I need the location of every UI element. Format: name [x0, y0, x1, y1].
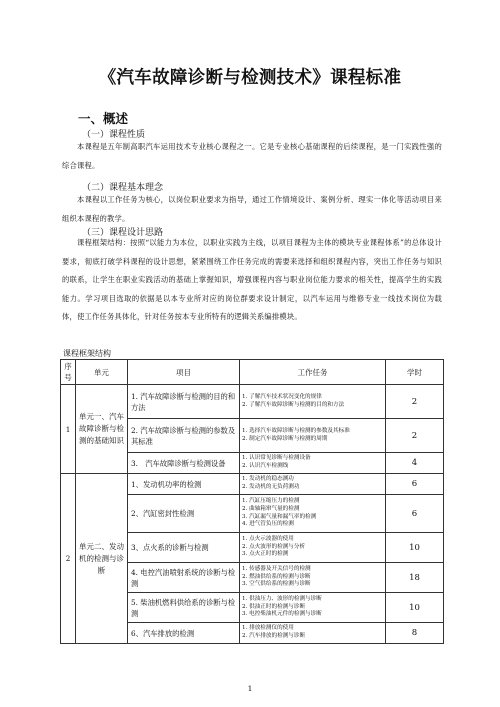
task-item: 1. 了解汽车技术状况变化的规律 — [242, 393, 322, 400]
subheading-course-design: （三）课程设计思路 — [82, 228, 164, 238]
table-header-row — [61, 360, 444, 385]
project-cell: 1. 汽车故障诊断与检测的目的和方法 — [128, 385, 240, 419]
task-item: 3. 汽缸漏气量和漏气率的检测 — [242, 513, 317, 520]
hours-cell: 4 — [386, 453, 444, 474]
task-item: 2. 认识汽车检测线 — [242, 463, 289, 469]
paragraph-course-design: 课程框架结构：按照“以能力为本位，以职业实践为主线，以项目课程为主体的模块专业课程体系”的总体设计要求，彻底打破学科课程的设计思想，紧紧围绕工作任务完成的需要来选择和组织课程内容，突出工作任务与知识的联系，让学生在职业实践活动的基础上掌握知识，增强课程内容与职业岗位能力要求的相关性，提高学生的实践能力。学习项目选取的依据是以本专业所对应的岗位群要求设计制定，以汽车运用与维修专业一线技术岗位为载体，使工作任务具体化，针对任务按本专业所特有的逻辑关系编排模块。 — [62, 238, 442, 322]
hours-cell: 10 — [386, 533, 444, 563]
table-caption: 课程框架结构 — [63, 349, 111, 358]
task-item: 2. 了解汽车故障诊断与检测的目的和方法 — [242, 401, 345, 408]
task-item: 1. 点火示波器的使用 — [242, 536, 294, 543]
unit-seq: 1 — [61, 385, 76, 474]
task-item: 2. 供油正时的检测与诊断 — [242, 603, 306, 610]
hours-cell: 6 — [386, 474, 444, 495]
task-item: 1. 选择汽车故障诊断与检测的参数及其标准 — [242, 427, 350, 434]
document-title: 《汽车故障诊断与检测技术》课程标准 — [98, 68, 402, 88]
tasks-cell — [240, 495, 386, 533]
hours-cell: 6 — [386, 495, 444, 533]
hours-cell: 2 — [386, 385, 444, 419]
task-item: 2. 发动机的无负荷测功 — [242, 484, 300, 490]
header-project: 项目 — [128, 360, 240, 385]
task-item: 3. 空气供给系的检测与诊断 — [242, 581, 311, 588]
tasks-cell — [240, 623, 386, 644]
course-framework-table — [60, 359, 444, 644]
hours-cell: 10 — [386, 593, 444, 623]
tasks-cell — [240, 563, 386, 593]
section-heading-overview: 一、概述 — [78, 111, 129, 126]
task-item: 2. 点火波形的检测与分析 — [242, 543, 306, 550]
task-item: 1. 供油压力、波形的检测与诊断 — [242, 596, 322, 603]
header-seq: 序号 — [61, 360, 76, 385]
task-item: 2. 制定汽车故障诊断与检测的周期 — [242, 435, 328, 442]
header-hours: 学时 — [386, 360, 444, 385]
tasks-cell — [240, 453, 386, 474]
hours-cell: 2 — [386, 419, 444, 453]
task-item: 2. 曲轴箱窜气量的检测 — [242, 505, 300, 512]
task-item: 1. 认识常见诊断与检测设备 — [242, 455, 311, 462]
project-cell: 6、汽车排放的检测 — [128, 623, 240, 644]
project-cell: 3、点火系的诊断与检测 — [128, 533, 240, 563]
task-item: 1. 发动机的稳态测功 — [242, 476, 294, 483]
subheading-course-concept: （二）课程基本理念 — [82, 183, 164, 193]
table-row — [61, 385, 444, 419]
tasks-cell — [240, 419, 386, 453]
tasks-cell — [240, 385, 386, 419]
task-item: 3. 点火正时的检测 — [242, 551, 289, 558]
paragraph-course-nature: 本课程是五年制高职汽车运用技术专业核心课程之一。它是专业核心基础课程的后续课程，是一门实践性强的综合课程。 — [62, 142, 442, 170]
tasks-cell — [240, 593, 386, 623]
task-item: 2. 燃油供给系的检测与诊断 — [242, 573, 311, 580]
hours-cell: 8 — [386, 623, 444, 644]
unit-name: 单元一、汽车故障诊断与检测的基础知识 — [76, 385, 128, 474]
task-item: 4. 进气管负压的检测 — [242, 521, 294, 528]
hours-cell: 18 — [386, 563, 444, 593]
page-number: 1 — [247, 684, 253, 693]
header-tasks: 工作任务 — [240, 360, 386, 385]
table-row — [61, 474, 444, 495]
unit-name: 单元二、发动机的检测与诊断 — [76, 474, 128, 644]
task-item: 2. 汽车排放的检测与诊断 — [242, 633, 306, 639]
project-cell: 1、发动机功率的检测 — [128, 474, 240, 495]
task-item: 1. 排放检测仪的使用 — [242, 625, 294, 632]
task-item: 3. 电控柴油机元件的检测与诊断 — [242, 611, 322, 618]
task-item: 1. 传感器及开关信号的检测 — [242, 566, 311, 573]
project-cell: 2. 汽车故障诊断与检测的参数及其标准 — [128, 419, 240, 453]
project-cell: 5. 柴油机燃料供给系的诊断与检测 — [128, 593, 240, 623]
task-item: 1. 汽缸压缩压力的检测 — [242, 498, 300, 505]
project-cell: 4. 电控汽油喷射系统的诊断与检测 — [128, 563, 240, 593]
project-cell: 3. 汽车故障诊断与检测设备 — [128, 453, 240, 474]
tasks-cell — [240, 474, 386, 495]
tasks-cell — [240, 533, 386, 563]
unit-seq: 2 — [61, 474, 76, 644]
header-unit: 单元 — [76, 360, 128, 385]
paragraph-course-concept: 本课程以工作任务为核心，以岗位职业要求为指导，通过工作情境设计、案例分析、理实一体化等活动项目来组织本课程的教学。 — [62, 195, 442, 223]
project-cell: 2、汽缸密封性检测 — [128, 495, 240, 533]
subheading-course-nature: （一）课程性质 — [82, 130, 146, 140]
